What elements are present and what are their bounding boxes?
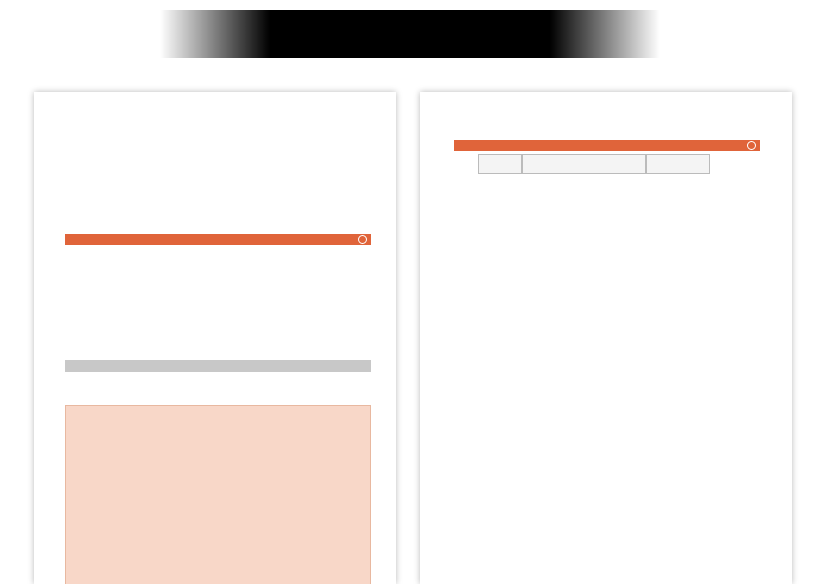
amfori-logo bbox=[360, 112, 362, 127]
audit-report-page bbox=[34, 92, 396, 584]
col-combination bbox=[522, 154, 646, 174]
audit-details-bar bbox=[65, 234, 371, 245]
rating-definitions-page bbox=[420, 92, 792, 584]
gear-icon bbox=[358, 235, 367, 244]
pa-grade-row bbox=[65, 383, 371, 392]
rating-table-header bbox=[478, 154, 710, 174]
page-header bbox=[72, 108, 362, 138]
executive-summary bbox=[65, 405, 371, 584]
col-rating bbox=[478, 154, 522, 174]
pa-header-row bbox=[65, 374, 371, 383]
pa-rating-title bbox=[65, 360, 371, 372]
col-consequence bbox=[646, 154, 710, 174]
rating-definitions-bar bbox=[454, 140, 760, 151]
page-header bbox=[458, 108, 748, 138]
title-banner bbox=[160, 10, 660, 58]
pa-rating-grid bbox=[65, 374, 371, 392]
gear-icon bbox=[747, 141, 756, 150]
amfori-logo bbox=[746, 112, 748, 127]
